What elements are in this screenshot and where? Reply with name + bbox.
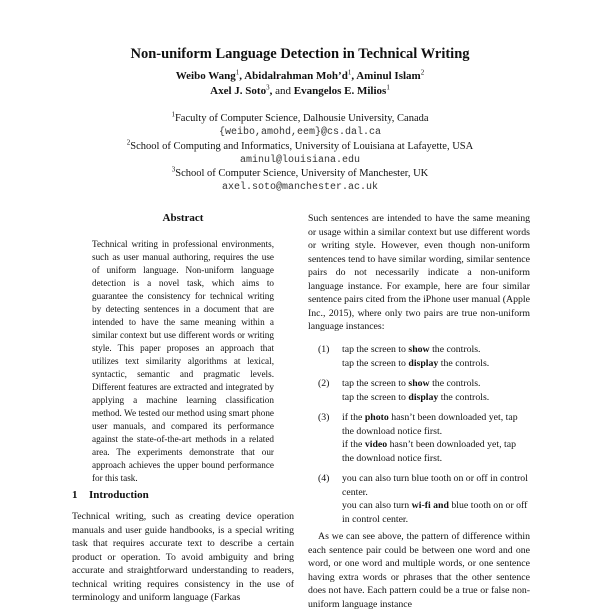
right-paragraph-2: As we can see above, the pattern of difference within each sentence pair could be between one word and one word, or one word and multiple words, or one sentence having extra words or phrases that the other sentence does not have. Each pattern could be a true or false non-uniform language instance [308, 531, 530, 610]
example-number: (3) [318, 412, 330, 423]
example-sentence: tap the screen to show the controls. [342, 378, 481, 389]
affiliation-3: $^3$School of Computer Science, University of Manchester, UK [171, 165, 429, 179]
paper-title: Non-uniform Language Detection in Technical Writing [130, 46, 470, 62]
example-item [318, 343, 530, 370]
authors-line-2: Axel J. Soto$^3$, and Evangelos E. Milios$^1$ [210, 83, 390, 97]
affiliation-1: $^1$Faculty of Computer Science, Dalhousie University, Canada [171, 110, 429, 124]
example-sentence: tap the screen to display the controls. [342, 357, 490, 369]
introduction-text: Technical writing, such as creating device operation manuals and user guide handbooks, is a special writing task that requires accurate text to describe a certain product or operation. To avoid ambiguity and bring accurate and straightforward understanding to readers, technical writing requires consistency in the use of terminology and uniform language (Farkas [72, 511, 294, 603]
example-sentence: you can also turn wi-fi and blue tooth on or off in control center. [342, 500, 528, 525]
author-and: and [275, 85, 291, 97]
author: Axel J. Soto [210, 85, 267, 97]
example-sentence: tap the screen to show the controls. [342, 344, 481, 355]
example-number: (1) [318, 344, 330, 355]
email-3: axel.soto@manchester.ac.uk [221, 182, 379, 193]
example-item [318, 472, 530, 526]
example-sentence: you can also turn blue tooth on or off in control center. [342, 473, 528, 498]
example-sentence: if the video hasn’t been downloaded yet, tap the download notice first. [342, 439, 516, 464]
abstract-heading: Abstract [162, 212, 204, 224]
email-1: {weibo,amohd,eem}@cs.dal.ca [218, 127, 382, 138]
example-list [318, 343, 530, 533]
right-paragraph-1: Such sentences are intended to have the same meaning or usage within a similar context but use different words or writing style. However, even though non-uniform sentences tend to have similar wording, similar sentence pairs do not necessarily indicate a non-uniform language instance. For example, here are four similar sentence pairs cited from the iPhone user manual (Apple Inc., 2015), where only two pairs are true non-uniform language instances: [308, 213, 530, 332]
example-number: (4) [318, 473, 330, 484]
example-item [318, 411, 530, 465]
example-sentence: tap the screen to display the controls. [342, 391, 490, 403]
email-2: aminul@louisiana.edu [239, 155, 361, 166]
author: Aminul Islam [356, 70, 421, 82]
author: Evangelos E. Milios [293, 85, 387, 97]
example-number: (2) [318, 378, 330, 389]
example-sentence: if the photo hasn’t been downloaded yet, tap the download notice first. [342, 412, 518, 437]
author: Abidalrahman Moh’d [244, 70, 348, 82]
example-item [318, 377, 530, 404]
affiliation-2: $^2$School of Computing and Informatics, University of Louisiana at Lafayette, USA [126, 138, 474, 152]
authors-line-1: Weibo Wang$^1$, Abidalrahman $Moh’d^1$, Aminul Islam$^2$ [175, 68, 425, 82]
author: Weibo Wang [175, 70, 236, 82]
section-heading-introduction: 1 Introduction [72, 489, 149, 501]
abstract-text: Technical writing in professional environments, such as user manual authoring, requires the use of uniform language. Non-uniform language detection is a novel task, which aims to guarantee the consistency for technical writing by detecting sentences in a document that are intended to have the same meaning within a similar context but use different words or writing style. This paper proposes an approach that utilizes text similarity algorithms at lexical, syntactic, semantic and pragmatic levels. Different features are extracted and integrated by applying a machine learning classification method. We tested our method using smart phone user manuals, and compared its performance against the state-of-the-art methods in a related area. The experiments demonstrate that our approach achieves the upper bound performance for this task. [92, 239, 274, 483]
